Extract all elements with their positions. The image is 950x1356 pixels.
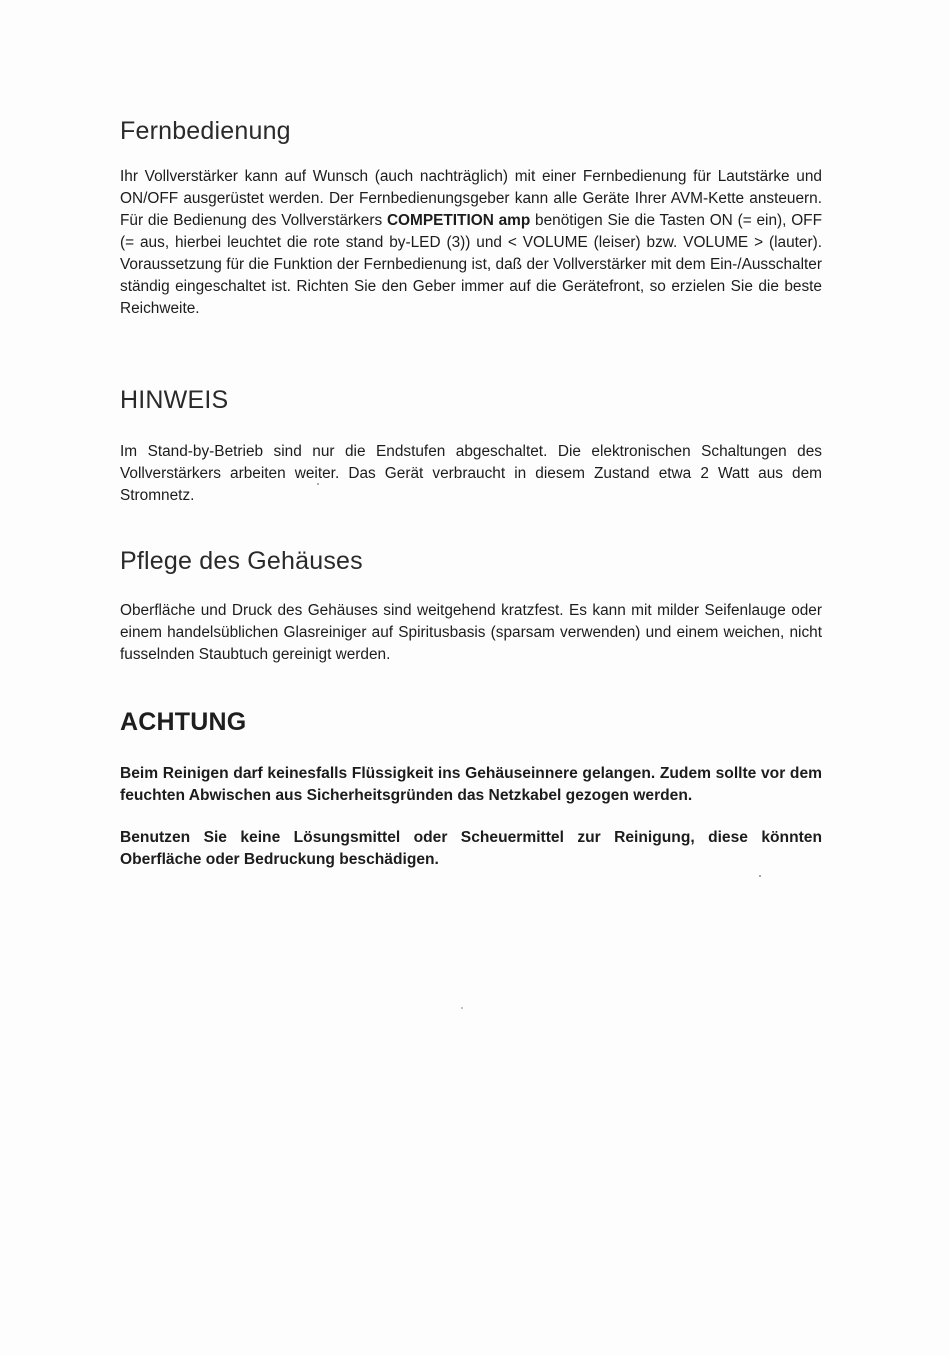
section-achtung: [120, 707, 822, 871]
paragraph-hinweis: Im Stand-by-Betrieb sind nur die Endstufen abgeschaltet. Die elektronischen Schaltungen des Vollverstärkers arbeiten weiter. Das Gerät verbraucht in diesem Zustand etwa 2 Watt aus dem Stromnetz.: [120, 443, 822, 504]
heading-hinweis: HINWEIS: [120, 386, 229, 414]
scan-speck: [461, 1007, 463, 1009]
paragraph-pflege: Oberfläche und Druck des Gehäuses sind weitgehend kratzfest. Es kann mit milder Seifenlauge oder einem handelsüblichen Glasreiniger auf Spiritusbasis (sparsam verwenden) und einem weichen, nicht fusselnden Staubtuch gereinigt werden.: [120, 602, 822, 663]
heading-pflege: Pflege des Gehäuses: [120, 547, 363, 575]
scan-speck: [759, 875, 761, 877]
section-pflege: [120, 546, 822, 666]
section-hinweis: [120, 385, 822, 507]
paragraph-fernbedienung: [120, 166, 822, 320]
paragraph-fernbedienung-part-2: benötigen Sie die Tasten ON (= ein), OFF (= aus, hierbei leuchtet die rote stand by-LED (3)) und < VOLUME (leiser) bzw. VOLUME > (lauter). Voraussetzung für die Funktion der Fernbedienung ist, daß der Vollverstärker mit dem Ein-/Ausschalter ständig eingeschaltet ist. Richten Sie den Geber immer auf die Gerätefront, so erzielen Sie die beste Reichweite.: [120, 212, 822, 317]
heading-fernbedienung: Fernbedienung: [120, 117, 291, 145]
paragraph-achtung-2: Benutzen Sie keine Lösungsmittel oder Scheuermittel zur Reinigung, diese könnten Oberfläche oder Bedruckung beschädigen.: [120, 829, 822, 868]
product-name-emphasis: COMPETITION amp: [386, 212, 531, 229]
heading-achtung: ACHTUNG: [120, 708, 247, 736]
section-fernbedienung: [120, 116, 822, 320]
paragraph-achtung-1: Beim Reinigen darf keinesfalls Flüssigkeit ins Gehäuseinnere gelangen. Zudem sollte vor dem feuchten Abwischen aus Sicherheitsgründen das Netzkabel gezogen werden.: [120, 765, 822, 804]
paragraph-fernbedienung-part-1: Ihr Vollverstärker kann auf Wunsch (auch nachträglich) mit einer Fernbedienung für Lautstärke und ON/OFF ausgerüstet werden. Der Fernbedienungsgeber kann alle Geräte Ihrer AVM-Kette ansteuern. Für die Bedienung des Vollverstärkers: [120, 168, 822, 229]
